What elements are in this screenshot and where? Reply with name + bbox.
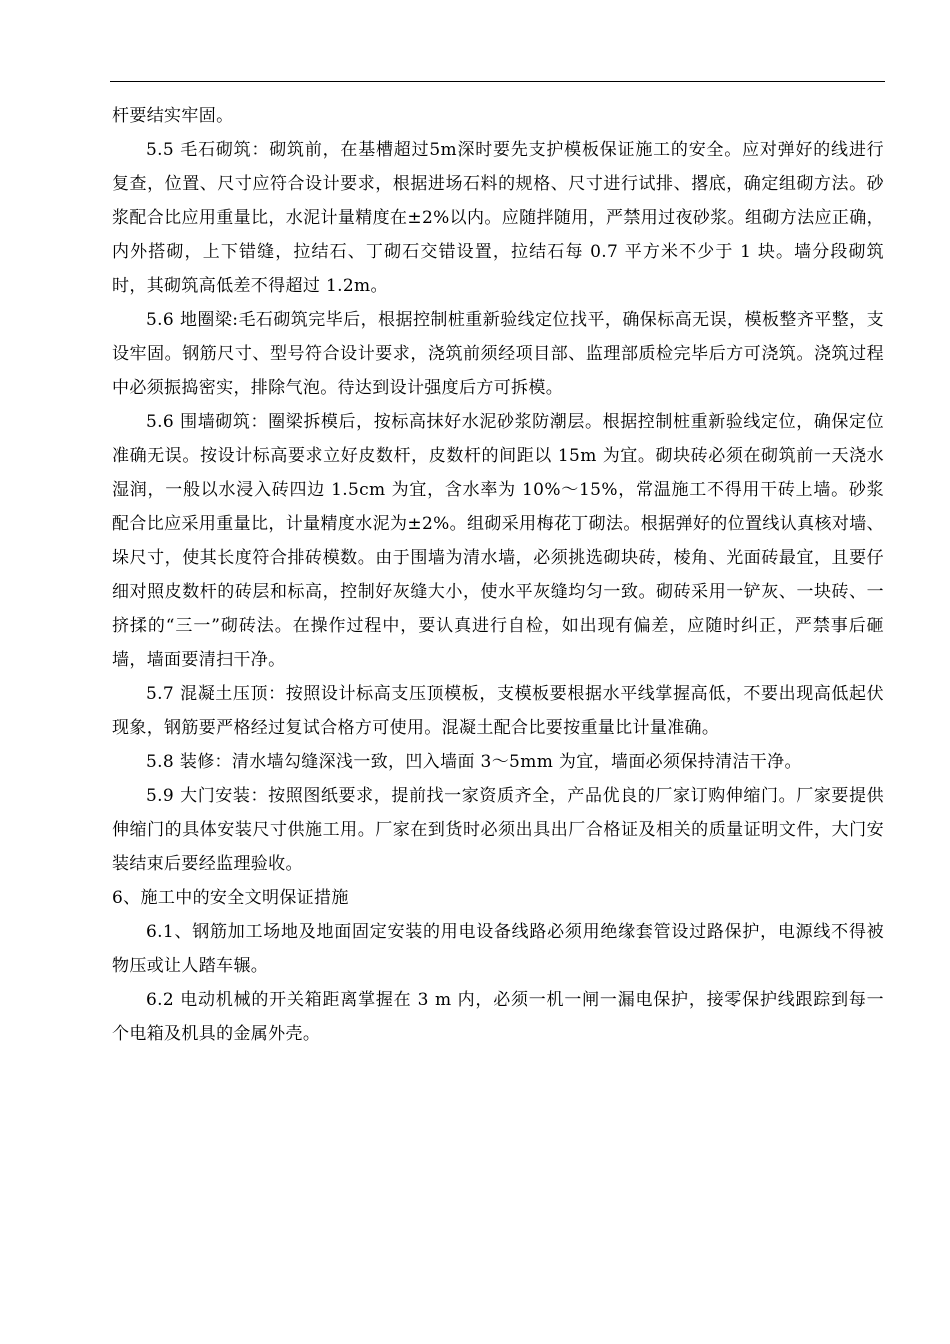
header-rule xyxy=(110,81,885,82)
section-heading-6: 6、施工中的安全文明保证措施 xyxy=(112,888,349,908)
paragraph-5-8-finishing: 5.8 装修：清水墙勾缝深浅一致，凹入墙面 3～5mm 为宜，墙面必须保持清洁干净。 xyxy=(146,752,802,772)
paragraph-5-6-ground-ring-beam: 5.6 地圈梁:毛石砌筑完毕后，根据控制桩重新验线定位找平，确保标高无误，模板整齐平整，支设牢固。钢筋尺寸、型号符合设计要求，浇筑前须经项目部、监理部质检完毕后方可浇筑。浇筑过程中必须振捣密实，排除气泡。待达到设计强度后方可拆模。 xyxy=(112,310,884,398)
document-body xyxy=(112,99,884,1051)
paragraph-continuation: 杆要结实牢固。 xyxy=(112,106,234,126)
paragraph-5-9-gate-installation: 5.9 大门安装：按照图纸要求，提前找一家资质齐全，产品优良的厂家订购伸缩门。厂家要提供伸缩门的具体安装尺寸供施工用。厂家在到货时必须出具出厂合格证及相关的质量证明文件，大门安装结束后要经监理验收。 xyxy=(112,786,884,874)
paragraph-5-6-wall-masonry: 5.6 围墙砌筑：圈梁拆模后，按标高抹好水泥砂浆防潮层。根据控制桩重新验线定位，确保定位准确无误。按设计标高要求立好皮数杆，皮数杆的间距以 15m 为宜。砌块砖必须在砌筑前一天浇水湿润，一般以水浸入砖四边 1.5cm 为宜，含水率为 10%～15%，常温施工不得用干砖上墙。砂浆配合比应采用重量比，计量精度水泥为±2%。组砌采用梅花丁砌法。根据弹好的位置线认真核对墙、垛尺寸，使其长度符合排砖模数。由于围墙为清水墙，必须挑选砌块砖，棱角、光面砖最宜，且要仔细对照皮数杆的砖层和标高，控制好灰缝大小，使水平灰缝均匀一致。砌砖采用一铲灰、一块砖、一挤揉的“三一”砌砖法。在操作过程中，要认真进行自检，如出现有偏差，应随时纠正，严禁事后砸墙，墙面要清扫干净。 xyxy=(112,412,884,670)
paragraph-6-2-switch-box: 6.2 电动机械的开关箱距离掌握在 3 m 内，必须一机一闸一漏电保护，接零保护线跟踪到每一个电箱及机具的金属外壳。 xyxy=(112,990,884,1044)
paragraph-5-5-rubble-masonry: 5.5 毛石砌筑：砌筑前，在基槽超过5m深时要先支护模板保证施工的安全。应对弹好的线进行复查，位置、尺寸应符合设计要求，根据进场石料的规格、尺寸进行试排、撂底，确定组砌方法。砂浆配合比应用重量比，水泥计量精度在±2%以内。应随拌随用，严禁用过夜砂浆。组砌方法应正确，内外搭砌，上下错缝，拉结石、丁砌石交错设置，拉结石每 0.7 平方米不少于 1 块。墙分段砌筑时，其砌筑高低差不得超过 1.2m。 xyxy=(112,140,884,296)
paragraph-6-1-wiring-protection: 6.1、钢筋加工场地及地面固定安装的用电设备线路必须用绝缘套管设过路保护，电源线不得被物压或让人踏车辗。 xyxy=(112,922,884,976)
paragraph-5-7-concrete-coping: 5.7 混凝土压顶：按照设计标高支压顶模板，支模板要根据水平线掌握高低，不要出现高低起伏现象，钢筋要严格经过复试合格方可使用。混凝土配合比要按重量比计量准确。 xyxy=(112,684,884,738)
